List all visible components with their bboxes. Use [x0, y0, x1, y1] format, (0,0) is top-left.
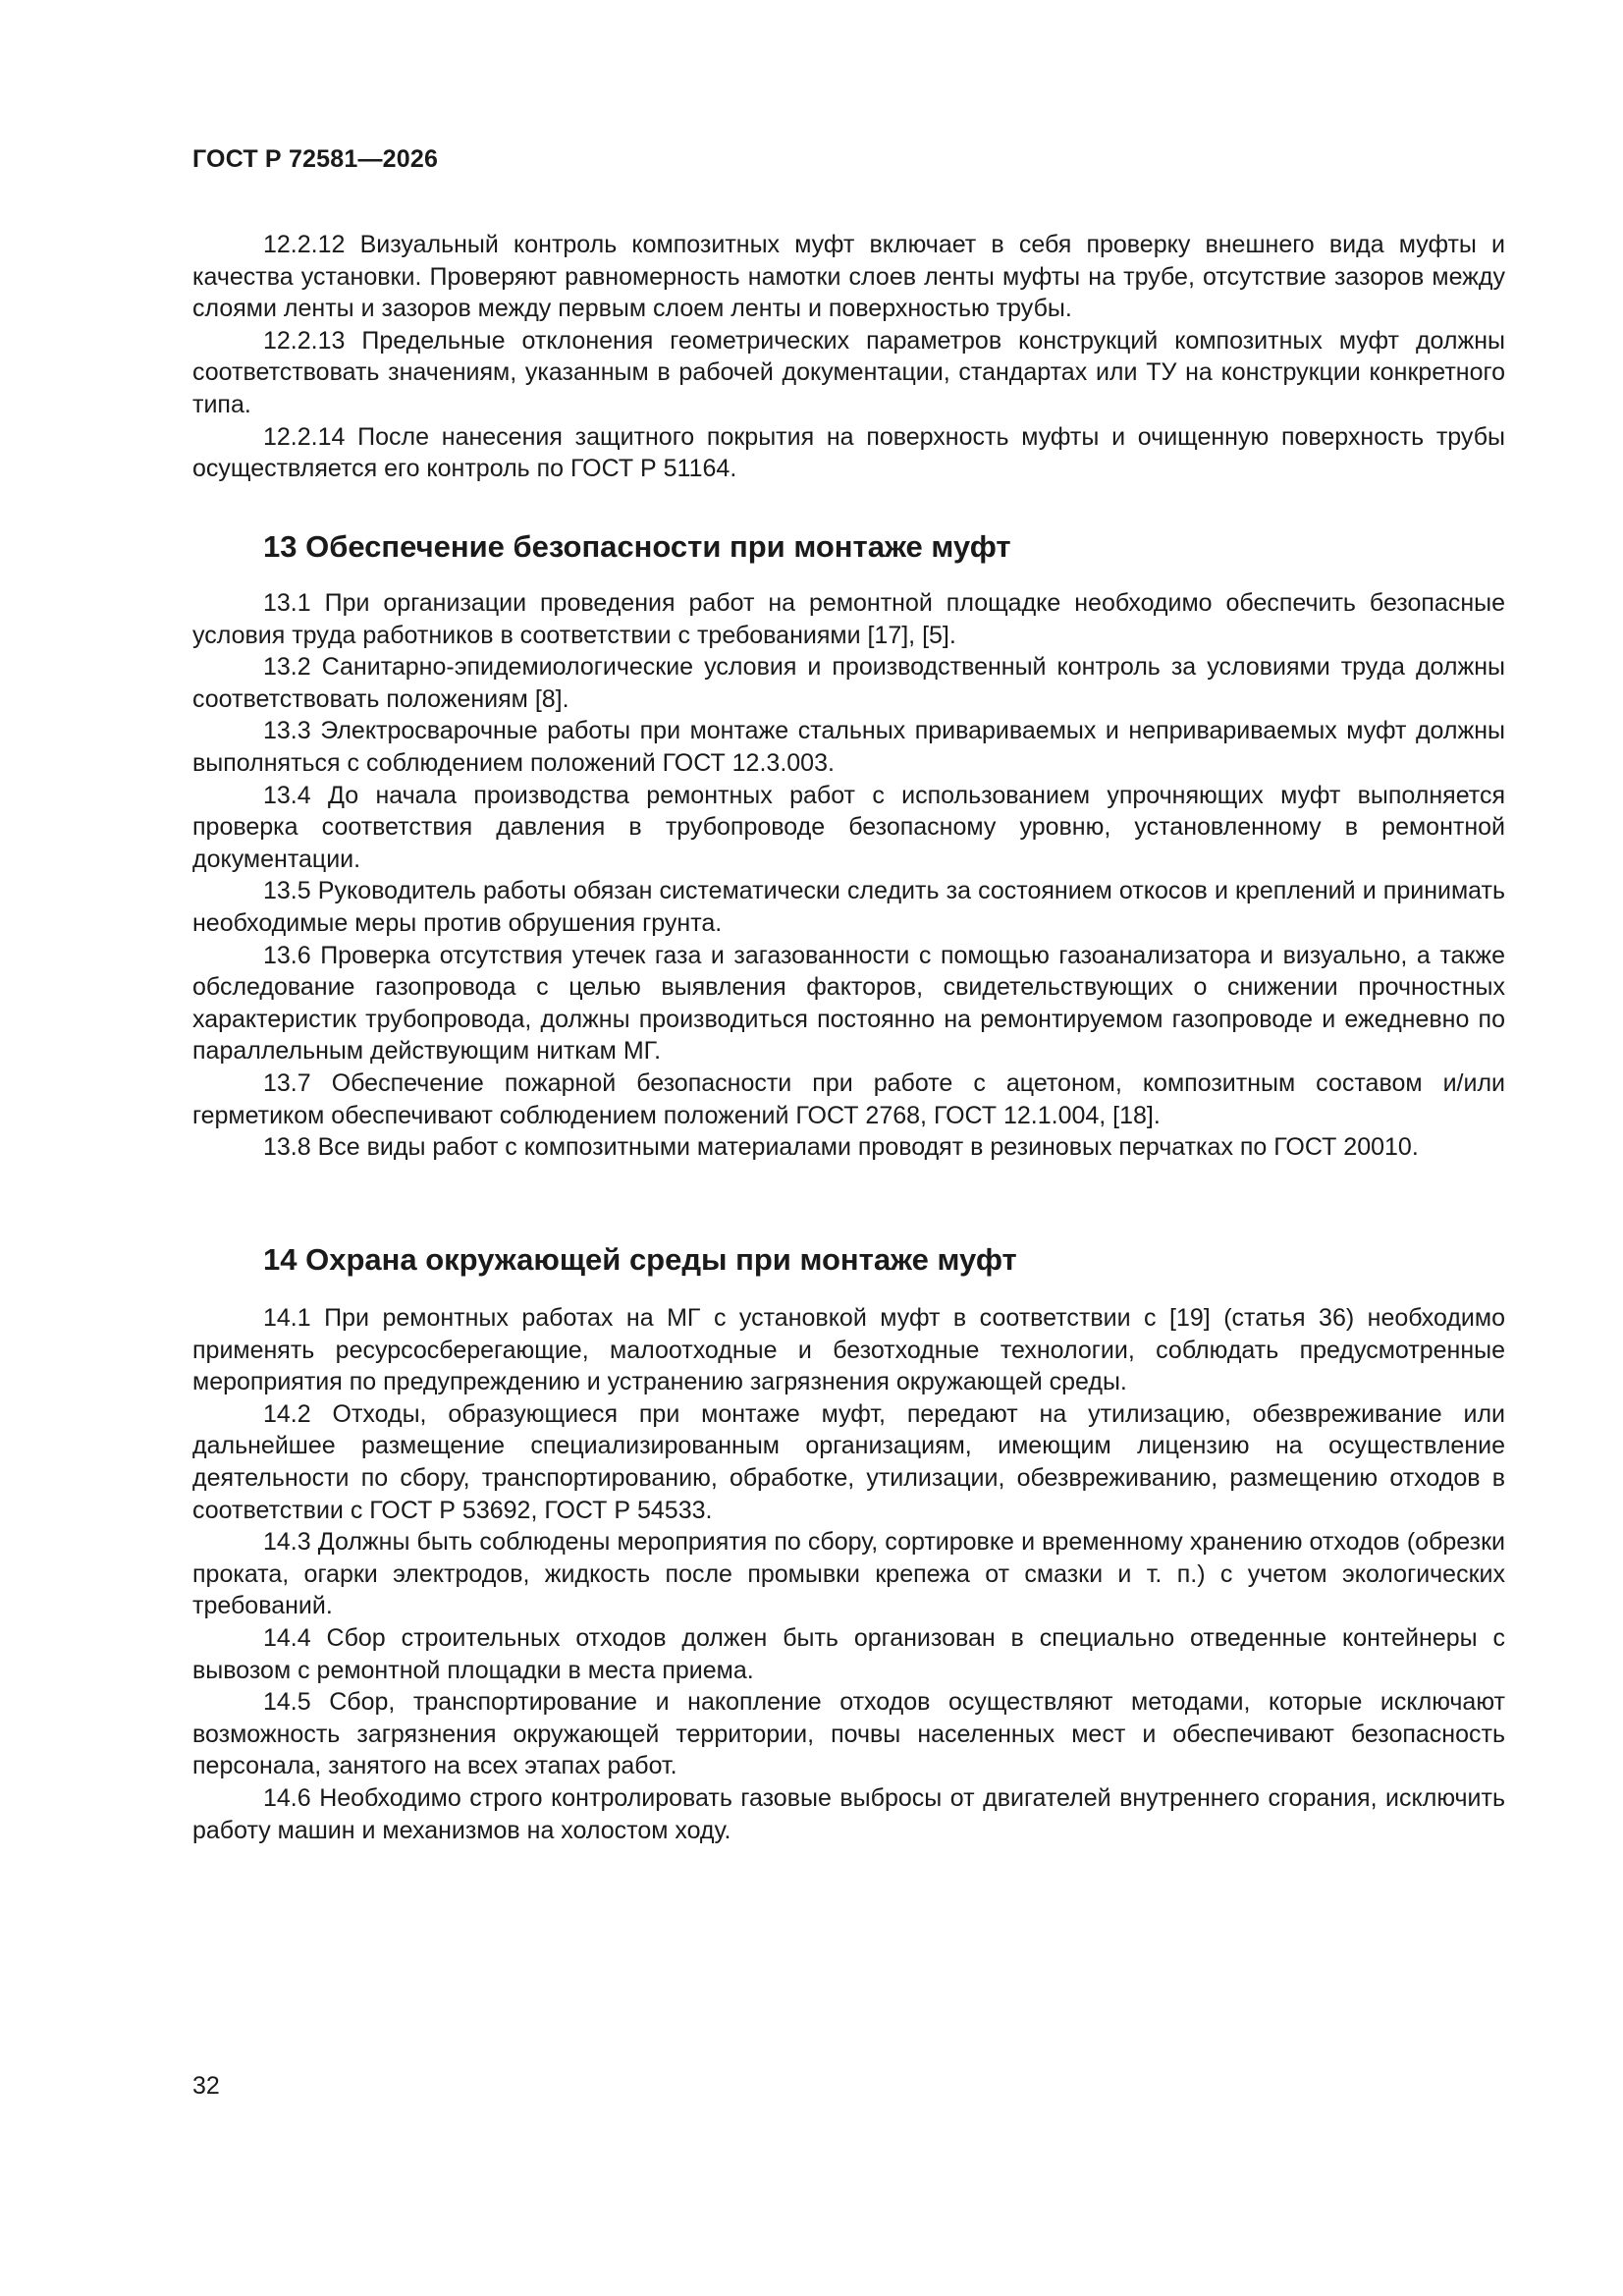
- paragraph-13-3: 13.3 Электросварочные работы при монтаже стальных привариваемых и непривариваемых муфт должны выполняться с соблюдением положений ГОСТ 12.3.003.: [192, 717, 1505, 777]
- section-14-heading: 14 Охрана окружающей среды при монтаже муфт: [263, 1242, 1017, 1277]
- paragraph-13-8: 13.8 Все виды работ с композитными материалами проводят в резиновых перчатках по ГОСТ 20010.: [263, 1133, 1419, 1162]
- section-13-heading-wrap: [192, 527, 1505, 567]
- paragraph-12-2-14: 12.2.14 После нанесения защитного покрытия на поверхность муфты и очищенную поверхность трубы осуществляется его контроль по ГОСТ Р 51164.: [192, 422, 1505, 483]
- section-14-body: [192, 1302, 1505, 1846]
- page-number: 32: [192, 2072, 220, 2100]
- paragraph-13-5: 13.5 Руководитель работы обязан систематически следить за состоянием откосов и креплений и принимать необходимые меры против обрушения грунта.: [192, 877, 1505, 937]
- paragraph-14-2: 14.2 Отходы, образующиеся при монтаже муфт, передают на утилизацию, обезвреживание или дальнейшее размещение специализированным организациям, имеющим лицензию на осуществление деятельности по сбору, транспортированию, обработке, утилизации, обезвреживанию, размещению отходов в соответствии с ГОСТ Р 53692, ГОСТ Р 54533.: [192, 1399, 1505, 1524]
- section-14-heading-wrap: [192, 1240, 1505, 1280]
- paragraph-14-3: 14.3 Должны быть соблюдены мероприятия по сбору, сортировке и временному хранению отходов (обрезки проката, огарки электродов, жидкость после промывки крепежа от смазки и т. п.) с учетом экологических требований.: [192, 1528, 1505, 1620]
- paragraph-13-2: 13.2 Санитарно-эпидемиологические условия и производственный контроль за условиями труда должны соответствовать положениям [8].: [192, 653, 1505, 713]
- section-12-tail: [192, 229, 1505, 485]
- paragraph-14-6: 14.6 Необходимо строго контролировать газовые выбросы от двигателей внутреннего сгорания, исключить работу машин и механизмов на холостом ходу.: [192, 1783, 1505, 1844]
- paragraph-13-6: 13.6 Проверка отсутствия утечек газа и загазованности с помощью газоанализатора и визуально, а также обследование газопровода с целью выявления факторов, свидетельствующих о снижении прочностных характеристик трубопровода, должны производиться постоянно на ремонтируемом газопроводе и ежедневно по параллельным действующим ниткам МГ.: [192, 941, 1505, 1066]
- paragraph-12-2-13: 12.2.13 Предельные отклонения геометрических параметров конструкций композитных муфт должны соответствовать значениям, указанным в рабочей документации, стандартах или ТУ на конструкции конкретного типа.: [192, 326, 1505, 418]
- paragraph-12-2-12: 12.2.12 Визуальный контроль композитных муфт включает в себя проверку внешнего вида муфты и качества установки. Проверяют равномерность намотки слоев ленты муфты на трубе, отсутствие зазоров между слоями ленты и зазоров между первым слоем ленты и поверхностью трубы.: [192, 231, 1505, 323]
- paragraph-14-1: 14.1 При ремонтных работах на МГ с установкой муфт в соответствии с [19] (статья 36) необходимо применять ресурсосберегающие, малоотходные и безотходные технологии, соблюдать предусмотренные мероприятия по предупреждению и устранению загрязнения окружающей среды.: [192, 1304, 1505, 1396]
- section-13-heading: 13 Обеспечение безопасности при монтаже муфт: [263, 529, 1011, 564]
- document-code-header: ГОСТ Р 72581—2026: [192, 145, 439, 173]
- paragraph-14-4: 14.4 Сбор строительных отходов должен быть организован в специально отведенные контейнеры с вывозом с ремонтной площадки в места приема.: [192, 1623, 1505, 1684]
- paragraph-13-1: 13.1 При организации проведения работ на ремонтной площадке необходимо обеспечить безопасные условия труда работников в соответствии с требованиями [17], [5].: [192, 589, 1505, 649]
- paragraph-14-5: 14.5 Сбор, транспортирование и накопление отходов осуществляют методами, которые исключают возможность загрязнения окружающей территории, почвы населенных мест и обеспечивают безопасность персонала, занятого на всех этапах работ.: [192, 1688, 1505, 1780]
- section-13-body: [192, 587, 1505, 1164]
- paragraph-13-7: 13.7 Обеспечение пожарной безопасности при работе с ацетоном, композитным составом и/или герметиком обеспечивают соблюдением положений ГОСТ 2768, ГОСТ 12.1.004, [18].: [192, 1068, 1505, 1129]
- paragraph-13-4: 13.4 До начала производства ремонтных работ с использованием упрочняющих муфт выполняется проверка соответствия давления в трубопроводе безопасному уровню, установленному в ремонтной документации.: [192, 781, 1505, 873]
